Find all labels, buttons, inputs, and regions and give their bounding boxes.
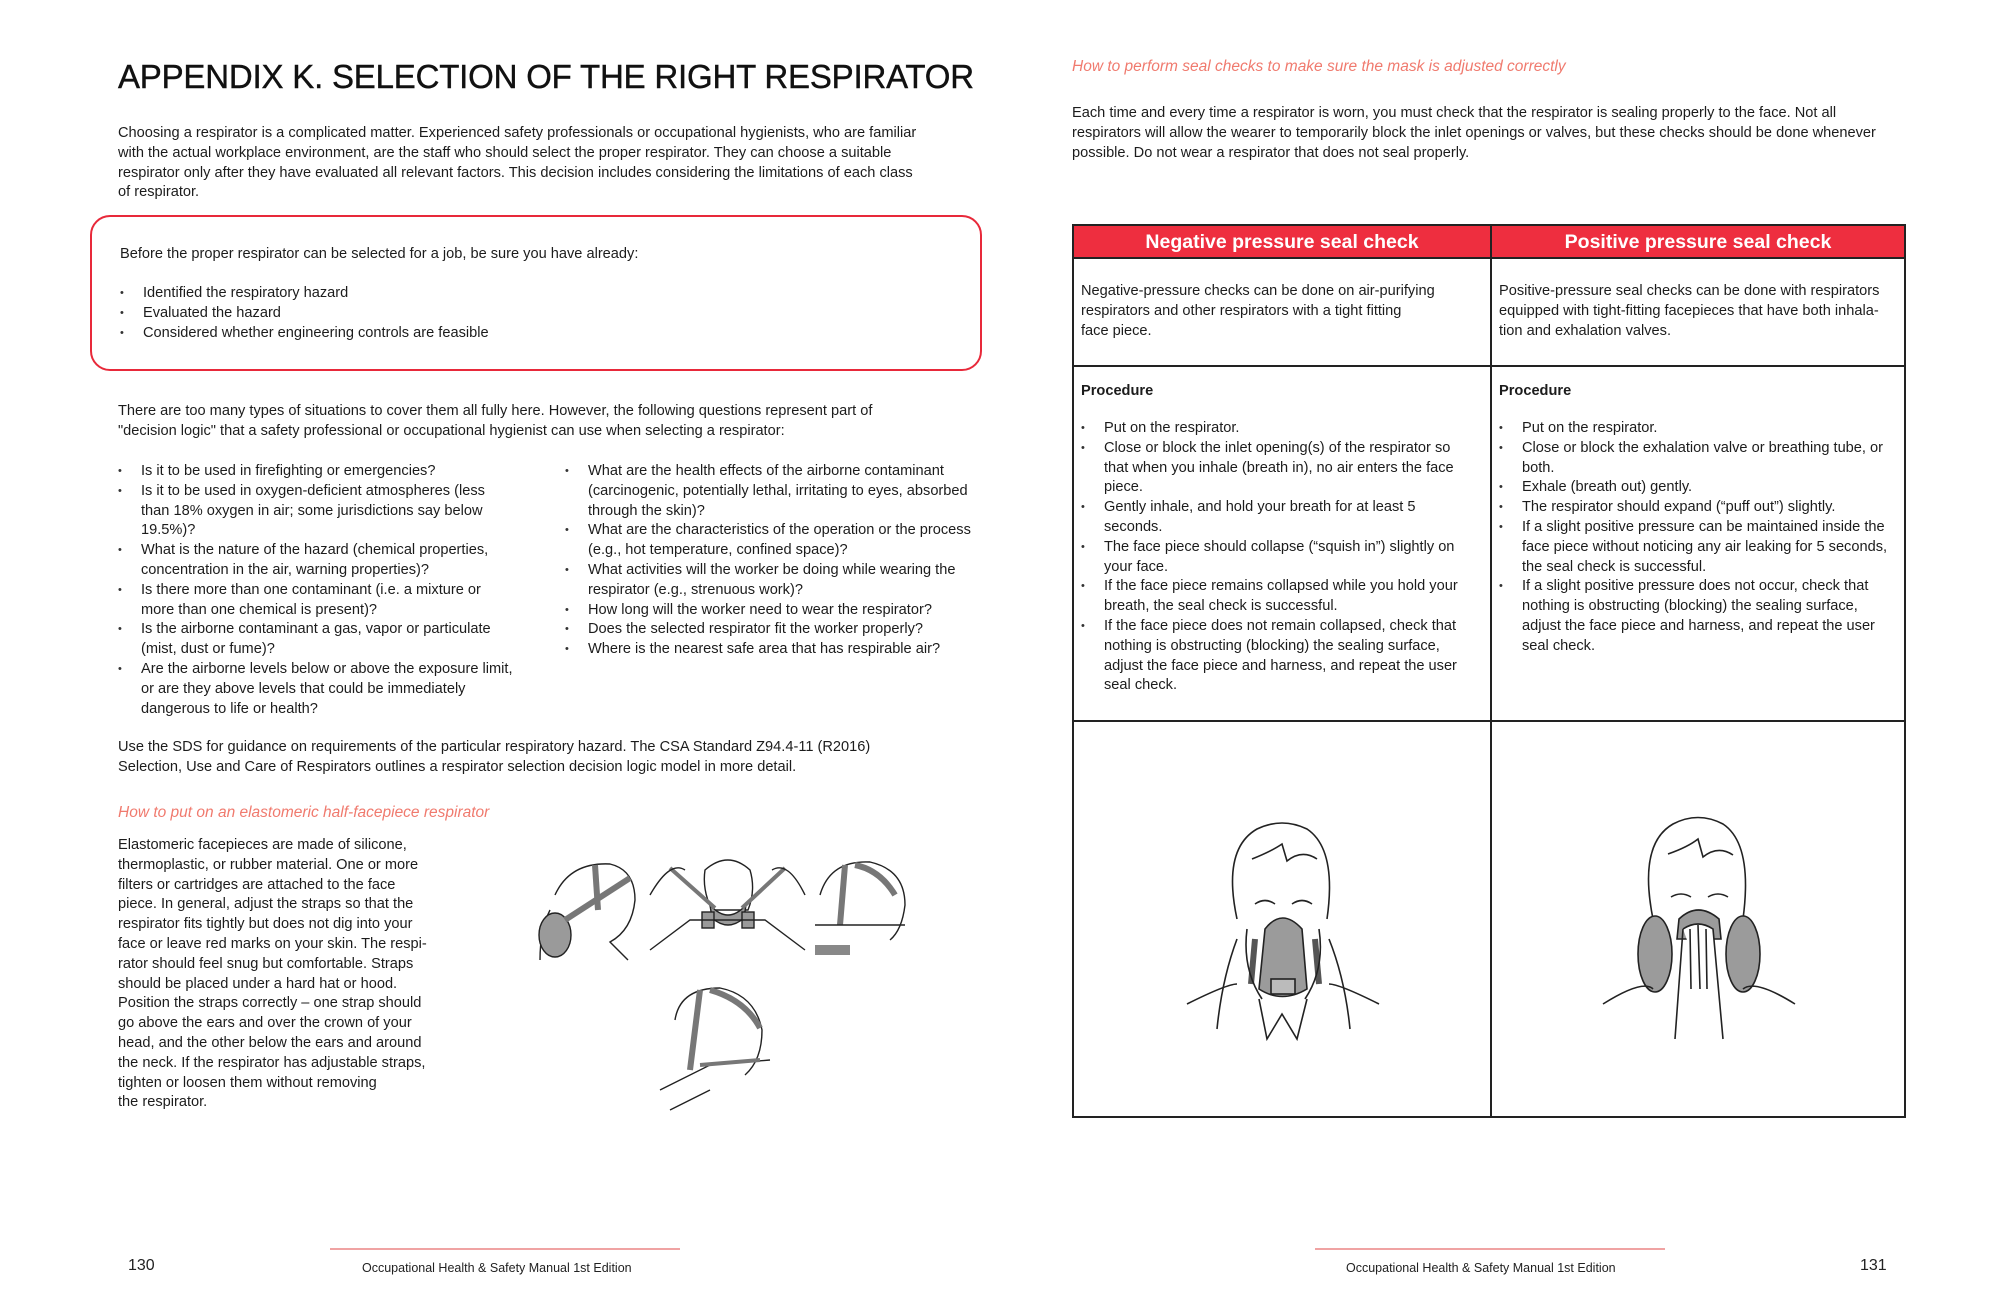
text-line: with the actual workplace environment, are the staff who should select the proper respirator. They can choose a suitable <box>118 144 892 161</box>
list-item: • Close or block the exhalation valve or breathing tube, or both. <box>1499 439 1894 479</box>
list-item: • The face piece should collapse (“squish in”) slightly on your face. <box>1081 538 1476 578</box>
prerequisites-callout <box>90 215 982 371</box>
text-line: equipped with tight-fitting facepieces that have both inhala- <box>1499 302 1879 319</box>
column-header: Negative pressure seal check <box>1074 226 1490 259</box>
text-line: Positive-pressure seal checks can be done with respirators <box>1499 283 1880 299</box>
text-line: Selection, Use and Care of Respirators outlines a respirator selection decision logic model in more detail. <box>118 758 797 775</box>
list-item: • What activities will the worker be doing while wearing the respirator (e.g., strenuous work)? <box>565 561 975 601</box>
prerequisites-list <box>120 284 489 343</box>
callout-intro: Before the proper respirator can be selected for a job, be sure you have already: <box>120 246 639 262</box>
sds-paragraph <box>118 738 978 778</box>
text-line: respirator fits tightly but does not dig into your <box>118 916 413 933</box>
list-item: • Exhale (breath out) gently. <box>1499 478 1894 498</box>
front-view-pulling-straps-icon <box>650 860 805 950</box>
procedure-cell <box>1074 367 1490 722</box>
elastomeric-paragraph <box>118 836 458 1113</box>
text-line: should be placed under a hard hat or hood. <box>118 975 398 992</box>
seal-check-table <box>1072 224 1906 1118</box>
positive-seal-check-illustration <box>1583 789 1813 1049</box>
questions-list-left <box>118 462 513 719</box>
text-line: Choosing a respirator is a complicated matter. Experienced safety professionals or occupational hygienists, who are familiar <box>118 125 917 141</box>
seal-check-subheading: How to perform seal checks to make sure the mask is adjusted correctly <box>1072 58 1566 75</box>
text-line: go above the ears and over the crown of your <box>118 1015 412 1032</box>
back-view-neck-strap-icon <box>660 988 770 1110</box>
list-item: • Is it to be used in firefighting or emergencies? <box>118 462 513 482</box>
list-item: • Close or block the inlet opening(s) of the respirator so that when you inhale (breath in), no air enters the face piece. <box>1081 439 1476 498</box>
page-title: APPENDIX K. SELECTION OF THE RIGHT RESPIRATOR <box>118 58 974 95</box>
list-item: • If the face piece does not remain collapsed, check that nothing is obstructing (blocking) the sealing surface, adjust the face piece and harness, and repeat the user seal check. <box>1081 617 1476 696</box>
list-item: • Gently inhale, and hold your breath for at least 5 seconds. <box>1081 498 1476 538</box>
column-header: Positive pressure seal check <box>1492 226 1904 259</box>
positive-pressure-column <box>1490 226 1904 1116</box>
text-line: tighten or loosen them without removing <box>118 1074 377 1091</box>
donning-steps-illustration <box>510 850 950 1120</box>
list-item: • What are the health effects of the airborne contaminant (carcinogenic, potentially lethal, irritating to eyes, absorbed through the skin)? <box>565 462 975 521</box>
text-line: thermoplastic, or rubber material. One or more <box>118 856 419 873</box>
intro-paragraph <box>118 124 978 203</box>
list-item: • Considered whether engineering controls are feasible <box>120 324 489 344</box>
column-description <box>1492 259 1904 367</box>
text-line: "decision logic" that a safety professional or occupational hygienist can use when selecting a respirator: <box>118 422 785 439</box>
page-number: 130 <box>128 1257 155 1274</box>
negative-seal-check-illustration <box>1167 789 1397 1049</box>
text-line: respirators and other respirators with a tight fitting <box>1081 302 1402 319</box>
text-line: Position the straps correctly – one strap should <box>118 995 422 1012</box>
text-line: face piece. <box>1081 322 1152 339</box>
text-line: rator should feel snug but comfortable. Straps <box>118 955 414 972</box>
text-line: Each time and every time a respirator is worn, you must check that the respirator is sealing properly to the face. Not all <box>1072 105 1837 121</box>
elastomeric-subheading: How to put on an elastomeric half-facepiece respirator <box>118 804 490 821</box>
text-line: respirator only after they have evaluated all relevant factors. This decision includes considering the limitations of each class <box>118 164 913 181</box>
text-line: Use the SDS for guidance on requirements of the particular respiratory hazard. The CSA Standard Z94.4-11 (R2016) <box>118 739 871 755</box>
list-item: • Is it to be used in oxygen-deficient atmospheres (less than 18% oxygen in air; some jurisdictions say below 19.5%)? <box>118 482 513 541</box>
text-line: face or leave red marks on your skin. The respi- <box>118 935 427 952</box>
list-item: • What is the nature of the hazard (chemical properties, concentration in the air, warning properties)? <box>118 541 513 581</box>
list-item: • Put on the respirator. <box>1081 419 1476 439</box>
text-line: the neck. If the respirator has adjustable straps, <box>118 1054 426 1071</box>
procedure-steps <box>1499 419 1894 657</box>
list-item: • Where is the nearest safe area that has respirable air? <box>565 640 975 660</box>
illustration-cell <box>1492 722 1904 1116</box>
list-item: • Put on the respirator. <box>1499 419 1894 439</box>
page-number: 131 <box>1860 1257 1887 1274</box>
list-item: • If a slight positive pressure does not occur, check that nothing is obstructing (blocking) the sealing surface, adjust the face piece and harness, and repeat the user seal check. <box>1499 577 1894 656</box>
seal-check-intro <box>1072 104 1932 163</box>
procedure-label: Procedure <box>1081 383 1154 399</box>
footer-title: Occupational Health & Safety Manual 1st Edition <box>1346 1261 1616 1275</box>
text-line: of respirator. <box>118 184 200 201</box>
footer-divider <box>1315 1248 1665 1250</box>
negative-pressure-column <box>1074 226 1490 1116</box>
text-line: the respirator. <box>118 1094 208 1111</box>
text-line: respirators will allow the wearer to temporarily block the inlet openings or valves, but these checks should be done whenever <box>1072 124 1876 141</box>
procedure-label: Procedure <box>1499 383 1572 399</box>
footer-title: Occupational Health & Safety Manual 1st Edition <box>362 1261 632 1275</box>
list-item: • Identified the respiratory hazard <box>120 284 489 304</box>
decision-logic-intro <box>118 402 978 442</box>
list-item: • The respirator should expand (“puff out”) slightly. <box>1499 498 1894 518</box>
footer-divider <box>330 1248 680 1250</box>
list-item: • Does the selected respirator fit the worker properly? <box>565 620 975 640</box>
text-line: piece. In general, adjust the straps so that the <box>118 896 414 913</box>
list-item: • How long will the worker need to wear the respirator? <box>565 601 975 621</box>
text-line: filters or cartridges are attached to the face <box>118 876 396 893</box>
questions-list-right <box>565 462 975 660</box>
list-item: • Is the airborne contaminant a gas, vapor or particulate (mist, dust or fume)? <box>118 620 513 660</box>
list-item: • Are the airborne levels below or above the exposure limit, or are they above levels that could be immediately dangerous to life or health? <box>118 660 513 719</box>
text-line: possible. Do not wear a respirator that does not seal properly. <box>1072 144 1470 161</box>
text-line: Elastomeric facepieces are made of silicone, <box>118 837 407 853</box>
back-view-adjusting-icon <box>815 862 905 950</box>
list-item: • If the face piece remains collapsed while you hold your breath, the seal check is successful. <box>1081 577 1476 617</box>
text-line: There are too many types of situations to cover them all fully here. However, the following questions represent part of <box>118 403 873 419</box>
list-item: • What are the characteristics of the operation or the process (e.g., hot temperature, confined space)? <box>565 521 975 561</box>
list-item: • Is there more than one contaminant (i.e. a mixture or more than one chemical is present)? <box>118 581 513 621</box>
procedure-steps <box>1081 419 1476 696</box>
illustration-cell <box>1074 722 1490 1116</box>
procedure-cell <box>1492 367 1904 722</box>
text-line: head, and the other below the ears and around <box>118 1034 422 1051</box>
list-item: • If a slight positive pressure can be maintained inside the face piece without noticing any air leaking for 5 seconds, the seal check is successful. <box>1499 518 1894 577</box>
column-description <box>1074 259 1490 367</box>
list-item: • Evaluated the hazard <box>120 304 489 324</box>
text-line: Negative-pressure checks can be done on air-purifying <box>1081 283 1435 299</box>
text-line: tion and exhalation valves. <box>1499 322 1671 339</box>
side-view-head-icon <box>539 864 635 960</box>
